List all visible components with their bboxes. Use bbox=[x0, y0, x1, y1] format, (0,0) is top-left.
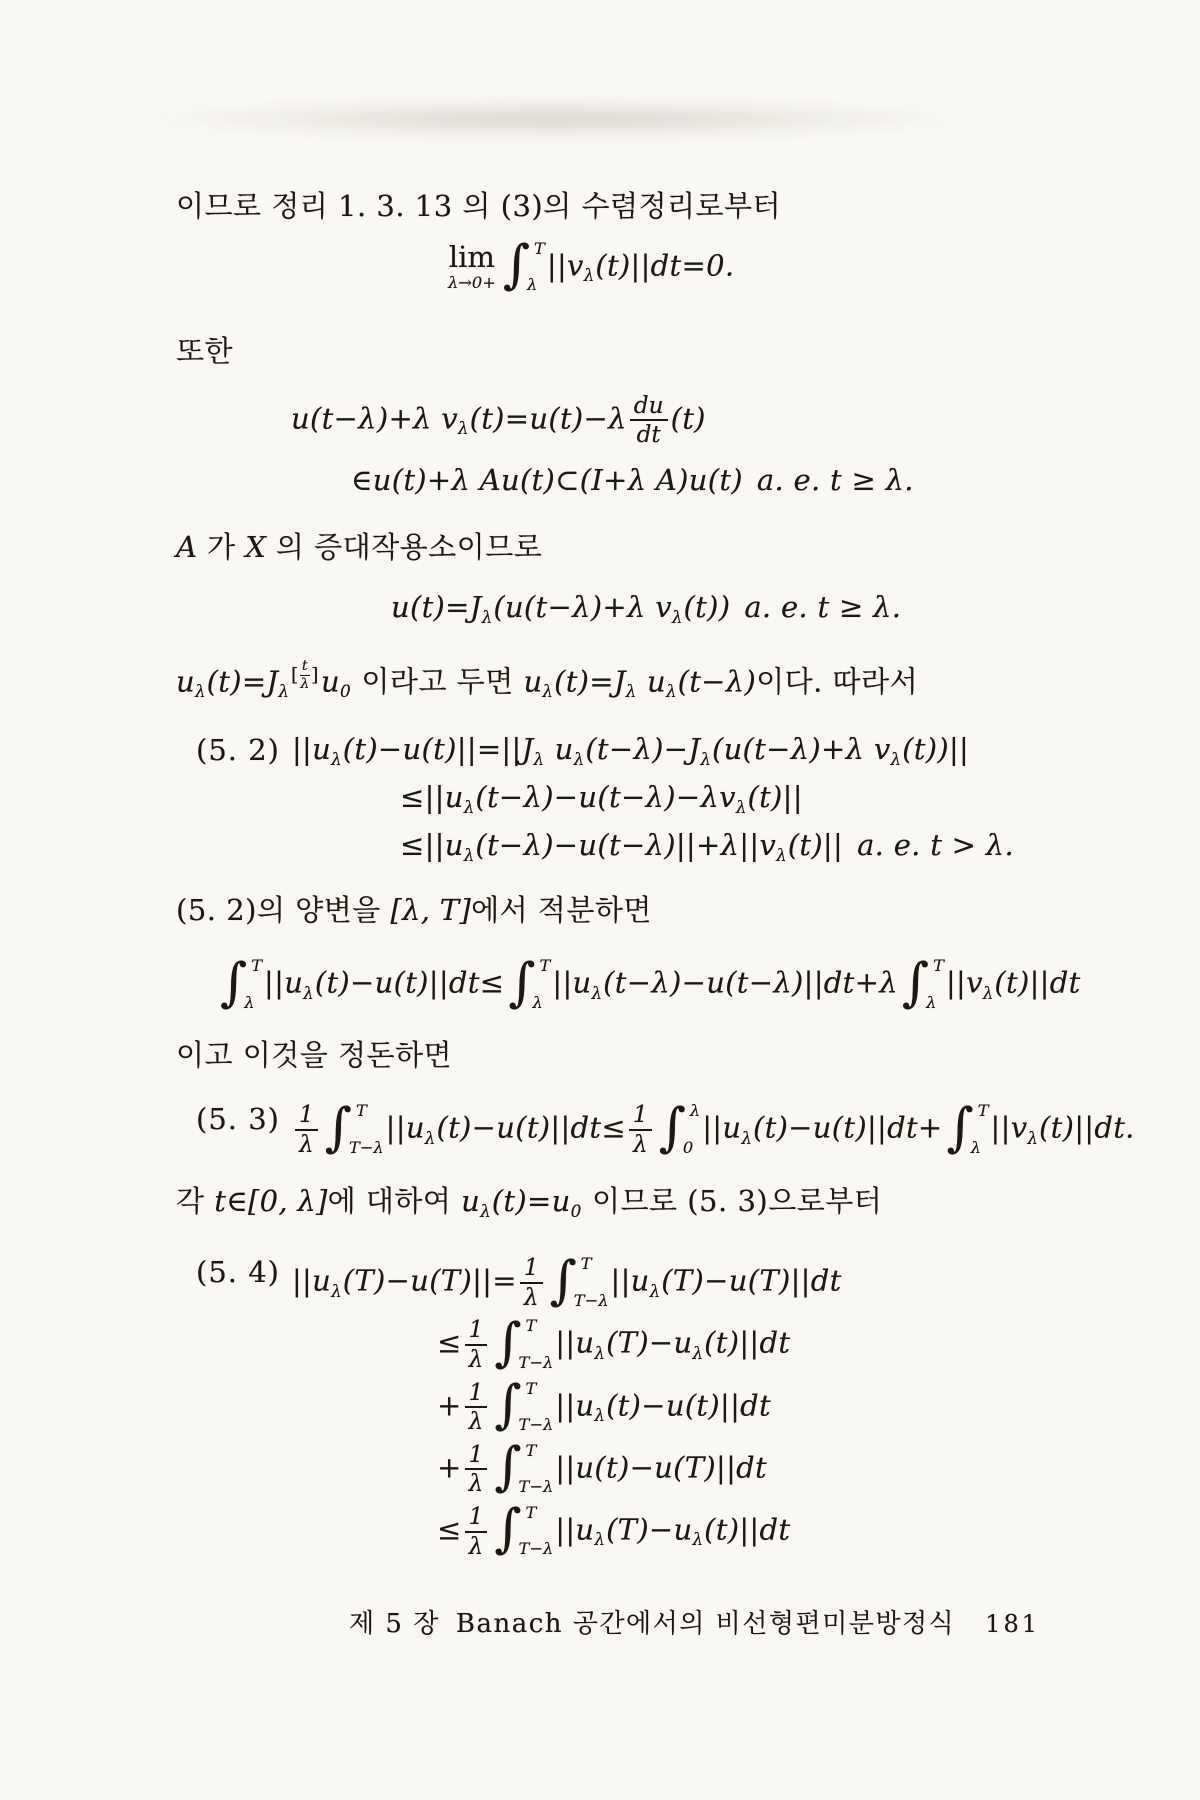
math-text: + bbox=[436, 1388, 462, 1423]
fraction-denominator: λ bbox=[299, 1130, 314, 1158]
equation-5-2-line-1 bbox=[292, 733, 969, 769]
equation-5-2-line-3 bbox=[400, 829, 1014, 865]
integral-lower-limit: T−λ bbox=[518, 1477, 554, 1497]
fraction-denominator: λ bbox=[468, 1408, 484, 1436]
math-text: + bbox=[436, 1450, 462, 1485]
korean-text: 가 bbox=[197, 529, 246, 564]
fraction-denominator: λ bbox=[523, 1283, 539, 1311]
math-subscript: λ bbox=[625, 681, 637, 702]
math-subscript: λ bbox=[649, 1280, 661, 1301]
integral bbox=[946, 1097, 989, 1158]
math-subscript: 0 bbox=[570, 1201, 582, 1222]
limit bbox=[448, 240, 496, 293]
math-subscript: λ bbox=[533, 748, 545, 769]
integral-sign: ∫ bbox=[494, 1375, 522, 1436]
equation-5-4-line-5 bbox=[436, 1499, 791, 1560]
limit-text: lim bbox=[448, 240, 495, 275]
fraction-numerator: 1 bbox=[629, 1102, 652, 1131]
footer-title: Banach 공간에서의 비선형편미분방정식 bbox=[455, 1609, 956, 1640]
paragraph-also: 또한 bbox=[176, 333, 234, 368]
math-subscript: λ bbox=[594, 1405, 606, 1425]
integral-lower-limit: λ bbox=[532, 992, 543, 1012]
integral-upper-limit: T bbox=[355, 1101, 367, 1121]
equation-5-4-line-3 bbox=[436, 1375, 771, 1436]
math-text: ||u bbox=[552, 965, 592, 1000]
integral-upper-limit: T bbox=[525, 1502, 537, 1522]
equation-u-identity-line-1 bbox=[291, 393, 1040, 448]
integral-sign: ∫ bbox=[901, 952, 930, 1013]
math-text: ||u bbox=[291, 1263, 332, 1298]
math-text: (T)−u bbox=[606, 1325, 693, 1360]
math-text: ≤||u bbox=[399, 780, 464, 815]
math-text: (t)−u(t)||dt≤ bbox=[436, 1110, 626, 1145]
math-subscript: λ bbox=[278, 681, 290, 702]
korean-text: 이므로 (5. 3)으로부터 bbox=[582, 1184, 883, 1219]
integral bbox=[508, 952, 551, 1013]
fraction-numerator: t bbox=[301, 657, 309, 674]
integral-limits bbox=[573, 1254, 609, 1310]
integral-limits bbox=[527, 238, 545, 295]
math-text: ||v bbox=[990, 1110, 1028, 1145]
math-text: (t)||dt bbox=[704, 1325, 791, 1360]
superscript-fraction bbox=[291, 659, 319, 693]
math-text: ||u bbox=[610, 1263, 650, 1298]
fraction-numerator: du bbox=[630, 393, 668, 422]
math-text: (t)||dt. bbox=[1039, 1110, 1135, 1145]
integral-limits bbox=[348, 1101, 384, 1157]
math-subscript: λ bbox=[735, 797, 747, 818]
fraction bbox=[520, 1255, 543, 1310]
math-subscript: λ bbox=[463, 845, 475, 866]
math-text: (T)−u bbox=[606, 1512, 693, 1547]
integral-upper-limit: T bbox=[525, 1316, 537, 1336]
equation-5-2 bbox=[196, 733, 1040, 866]
korean-text: 에 대하여 bbox=[327, 1184, 462, 1219]
korean-text: 에서 적분하면 bbox=[471, 892, 652, 927]
paragraph-rearranging: 이고 이것을 정돈하면 bbox=[176, 1037, 453, 1072]
integral-upper-limit: T bbox=[534, 238, 545, 258]
math-text: ≤||u bbox=[399, 828, 464, 863]
korean-text: (5. 2)의 양변을 bbox=[176, 892, 391, 927]
integral-lower-limit: λ bbox=[926, 992, 937, 1012]
fraction-denominator: λ bbox=[468, 1532, 484, 1560]
math-text: (t)=J bbox=[554, 664, 626, 699]
integral bbox=[494, 1499, 554, 1560]
bracket-open: [ bbox=[291, 664, 299, 687]
fraction-numerator: 1 bbox=[295, 1102, 318, 1131]
integral-upper-limit: T bbox=[539, 956, 551, 976]
fraction-numerator: 1 bbox=[520, 1255, 543, 1284]
math-subscript: λ bbox=[692, 1342, 704, 1363]
integral-limits bbox=[532, 956, 551, 1012]
math-text: ||u bbox=[264, 965, 304, 1000]
equation-label-5-2: (5. 2) bbox=[196, 733, 280, 767]
math-subscript: λ bbox=[591, 982, 603, 1003]
integral-limits bbox=[926, 956, 944, 1012]
equation-5-4 bbox=[196, 1250, 1040, 1560]
math-text: u(t)=J bbox=[391, 589, 482, 624]
equation-label-5-4: (5. 4) bbox=[196, 1255, 280, 1290]
integral-limits bbox=[244, 956, 263, 1012]
math-subscript: λ bbox=[594, 1529, 606, 1550]
equation-u-identity-line-2 bbox=[351, 464, 1040, 497]
fraction bbox=[465, 1442, 488, 1497]
math-text: (t)|| bbox=[787, 828, 844, 863]
integral-lower-limit: 0 bbox=[682, 1137, 694, 1157]
fraction-numerator: 1 bbox=[465, 1504, 488, 1533]
math-text: ||u bbox=[385, 1110, 425, 1145]
integral bbox=[324, 1097, 384, 1158]
math-text: (t)=u bbox=[491, 1184, 571, 1219]
footer-chapter: 제 5 장 bbox=[349, 1609, 440, 1640]
math-text: ||v bbox=[546, 248, 584, 283]
fraction-denominator: λ bbox=[632, 1130, 648, 1158]
math-text: ≤ bbox=[436, 1512, 462, 1547]
korean-text: 이다. 따라서 bbox=[756, 664, 919, 699]
math-text: u bbox=[523, 664, 543, 699]
math-subscript: λ bbox=[481, 606, 493, 627]
equation-5-4-line-4 bbox=[436, 1437, 767, 1498]
math-subscript: λ bbox=[776, 845, 787, 866]
math-text: (t−λ)−u(t−λ)−λv bbox=[475, 780, 736, 815]
math-subscript: 0 bbox=[340, 681, 351, 702]
math-subscript: λ bbox=[542, 681, 554, 702]
integral-upper-limit: T bbox=[525, 1378, 537, 1398]
math-text: t∈[0, λ] bbox=[214, 1184, 328, 1219]
math-text: ||u bbox=[702, 1110, 742, 1145]
math-text: (t)−u(t)||dt bbox=[606, 1388, 771, 1423]
integral-limits bbox=[518, 1502, 554, 1559]
math-subscript: λ bbox=[331, 1280, 342, 1301]
math-text: (t)−u(t)||dt+ bbox=[753, 1110, 943, 1145]
math-text: u bbox=[461, 1184, 481, 1219]
math-text: A bbox=[176, 529, 198, 564]
equation-5-3-line bbox=[292, 1097, 1135, 1158]
math-text: u bbox=[545, 732, 574, 766]
integral bbox=[494, 1437, 554, 1498]
math-subscript: λ bbox=[463, 797, 475, 818]
integral-lower-limit: T−λ bbox=[518, 1415, 554, 1435]
integral-limits bbox=[970, 1101, 989, 1157]
math-text: u bbox=[176, 664, 195, 699]
equation-5-2-line-2 bbox=[400, 781, 803, 817]
math-text: ∈u(t)+λ Au(t)⊂(I+λ A)u(t) bbox=[351, 462, 743, 497]
math-text: ||v bbox=[945, 965, 983, 1000]
integral-lower-limit: λ bbox=[970, 1137, 981, 1157]
math-text: ||u(t)−u(T)||dt bbox=[555, 1450, 767, 1485]
equation-5-4-line-1 bbox=[291, 1250, 842, 1311]
math-text: (t)||dt bbox=[704, 1512, 791, 1547]
math-text: ||u bbox=[555, 1512, 595, 1547]
math-subscript: λ bbox=[457, 417, 469, 438]
equation-5-4-line-2 bbox=[436, 1312, 791, 1373]
math-subscript: λ bbox=[700, 748, 711, 769]
math-subscript: λ bbox=[303, 982, 314, 1003]
integral-sign: ∫ bbox=[946, 1097, 974, 1158]
math-text: (t−λ)−J bbox=[585, 732, 701, 766]
integral-limits bbox=[518, 1378, 554, 1435]
paragraph-accretive-operator bbox=[176, 529, 1040, 567]
math-text: ≤ bbox=[436, 1325, 462, 1360]
math-text: u bbox=[321, 664, 340, 699]
page-footer bbox=[176, 1603, 1040, 1640]
integral-lower-limit: T−λ bbox=[518, 1352, 554, 1372]
integral-upper-limit: T bbox=[933, 956, 944, 976]
equation-5-3 bbox=[196, 1097, 1135, 1158]
math-subscript: λ bbox=[741, 1127, 752, 1148]
math-text: u bbox=[637, 664, 666, 699]
math-text: (t) bbox=[670, 401, 706, 436]
integral-sign: ∫ bbox=[324, 1097, 352, 1158]
math-text: (t)−u(t)||=||J bbox=[342, 732, 534, 766]
fraction-denominator: dt bbox=[636, 421, 661, 449]
equation-5-4-lines bbox=[291, 1250, 842, 1560]
integral-sign: ∫ bbox=[494, 1312, 522, 1373]
math-text: a. e. t > λ. bbox=[857, 828, 1014, 863]
integral-sign: ∫ bbox=[494, 1499, 522, 1560]
math-text: X bbox=[245, 529, 267, 564]
integral-limits bbox=[518, 1316, 554, 1372]
math-text: (t)||dt bbox=[994, 965, 1081, 1000]
paragraph-u-lambda-definition bbox=[176, 659, 1040, 703]
equation-integral-inequality bbox=[216, 952, 1081, 1013]
math-subscript: λ bbox=[331, 748, 342, 769]
integral-upper-limit: T bbox=[525, 1440, 537, 1460]
integral bbox=[658, 1097, 701, 1158]
math-subscript: λ bbox=[583, 265, 595, 286]
math-subscript: λ bbox=[890, 748, 902, 769]
fraction-numerator: 1 bbox=[465, 1317, 488, 1346]
integral bbox=[220, 952, 263, 1013]
integral-lower-limit: λ bbox=[244, 992, 255, 1012]
fraction-denominator: λ bbox=[468, 1470, 484, 1498]
integral-sign: ∫ bbox=[220, 952, 248, 1013]
integral-limits bbox=[518, 1440, 554, 1497]
equation-label-5-3: (5. 3) bbox=[196, 1102, 280, 1137]
footer-page-number: 181 bbox=[985, 1610, 1040, 1639]
korean-text: 의 증대작용소이므로 bbox=[266, 529, 543, 564]
fraction bbox=[465, 1317, 488, 1372]
math-text: (t−λ)−u(t−λ)||dt+λ bbox=[603, 965, 898, 1000]
integral-sign: ∫ bbox=[658, 1097, 686, 1158]
integral-lower-limit: T−λ bbox=[518, 1539, 554, 1559]
math-text: (t)=J bbox=[206, 664, 279, 699]
integral-sign: ∫ bbox=[549, 1250, 577, 1311]
integral-lower-limit: T−λ bbox=[348, 1137, 384, 1157]
fraction bbox=[630, 393, 668, 448]
math-text: (t−λ)−u(t−λ)||+λ||v bbox=[475, 828, 777, 863]
integral-upper-limit: T bbox=[580, 1254, 592, 1274]
integral-sign: ∫ bbox=[494, 1437, 522, 1498]
math-text: (t)) bbox=[683, 589, 731, 624]
math-text: (t)|| bbox=[747, 780, 803, 815]
integral bbox=[494, 1312, 554, 1373]
math-subscript: λ bbox=[982, 982, 994, 1003]
math-subscript: λ bbox=[194, 681, 206, 702]
math-text: (T)−u(T)||dt bbox=[661, 1263, 842, 1298]
fraction bbox=[295, 1102, 318, 1157]
equation-5-2-lines bbox=[292, 733, 1014, 866]
integral bbox=[494, 1375, 554, 1436]
paragraph-initial-condition bbox=[176, 1183, 1040, 1223]
korean-text: 이라고 두면 bbox=[351, 664, 524, 699]
integral bbox=[549, 1250, 609, 1311]
math-text: [λ, T] bbox=[390, 892, 472, 927]
fraction-denominator: λ bbox=[300, 675, 310, 692]
equation-lim-integral bbox=[448, 235, 1040, 296]
math-subscript: λ bbox=[424, 1127, 436, 1148]
math-subscript: λ bbox=[480, 1201, 491, 1222]
limit-subscript: λ→0+ bbox=[448, 273, 496, 293]
math-text: a. e. t ≥ λ. bbox=[756, 462, 914, 497]
equation-resolvent bbox=[391, 591, 1040, 627]
fraction bbox=[629, 1102, 652, 1157]
integral-upper-limit: λ bbox=[689, 1101, 701, 1121]
integral-limits bbox=[682, 1101, 701, 1157]
math-text: (u(t−λ)+λ v bbox=[711, 732, 891, 766]
math-text: (T)−u(T)||= bbox=[342, 1263, 517, 1298]
math-text: (t−λ) bbox=[677, 664, 757, 699]
math-text: a. e. t ≥ λ. bbox=[744, 589, 902, 624]
math-subscript: λ bbox=[573, 748, 585, 769]
integral bbox=[502, 235, 545, 296]
math-text: (t))|| bbox=[902, 732, 970, 766]
fraction-numerator: 1 bbox=[465, 1442, 488, 1471]
math-text: u(t−λ)+λ v bbox=[291, 401, 458, 436]
integral-upper-limit: T bbox=[251, 956, 263, 976]
math-subscript: λ bbox=[671, 606, 683, 627]
bracket-close: ] bbox=[311, 664, 320, 687]
integral-sign: ∫ bbox=[508, 952, 536, 1013]
math-subscript: λ bbox=[594, 1342, 606, 1363]
math-text: ||u bbox=[291, 732, 332, 766]
math-text: (t)=u(t)−λ bbox=[469, 401, 627, 436]
math-text: ||u bbox=[555, 1325, 595, 1360]
math-subscript: λ bbox=[665, 681, 677, 702]
integral-lower-limit: T−λ bbox=[573, 1290, 609, 1310]
fraction bbox=[465, 1380, 488, 1435]
paragraph-integrate-both-sides bbox=[176, 892, 1040, 930]
integral-sign: ∫ bbox=[502, 235, 531, 296]
math-text: (u(t−λ)+λ v bbox=[493, 589, 672, 624]
fraction bbox=[300, 659, 310, 693]
integral-lower-limit: λ bbox=[527, 275, 538, 295]
korean-text: 각 bbox=[176, 1184, 215, 1219]
math-text: (t)−u(t)||dt≤ bbox=[314, 965, 505, 1000]
math-subscript: λ bbox=[692, 1529, 704, 1550]
fraction-numerator: 1 bbox=[465, 1380, 488, 1409]
integral bbox=[901, 952, 944, 1013]
math-text: ||u bbox=[555, 1388, 595, 1423]
fraction bbox=[465, 1504, 488, 1559]
math-text: (t)||dt=0. bbox=[595, 248, 735, 283]
paragraph-convergence-theorem: 이므로 정리 1. 3. 13 의 (3)의 수렴정리로부터 bbox=[176, 189, 782, 223]
integral-upper-limit: T bbox=[977, 1101, 989, 1121]
math-subscript: λ bbox=[1027, 1127, 1039, 1148]
fraction-denominator: λ bbox=[468, 1345, 484, 1373]
